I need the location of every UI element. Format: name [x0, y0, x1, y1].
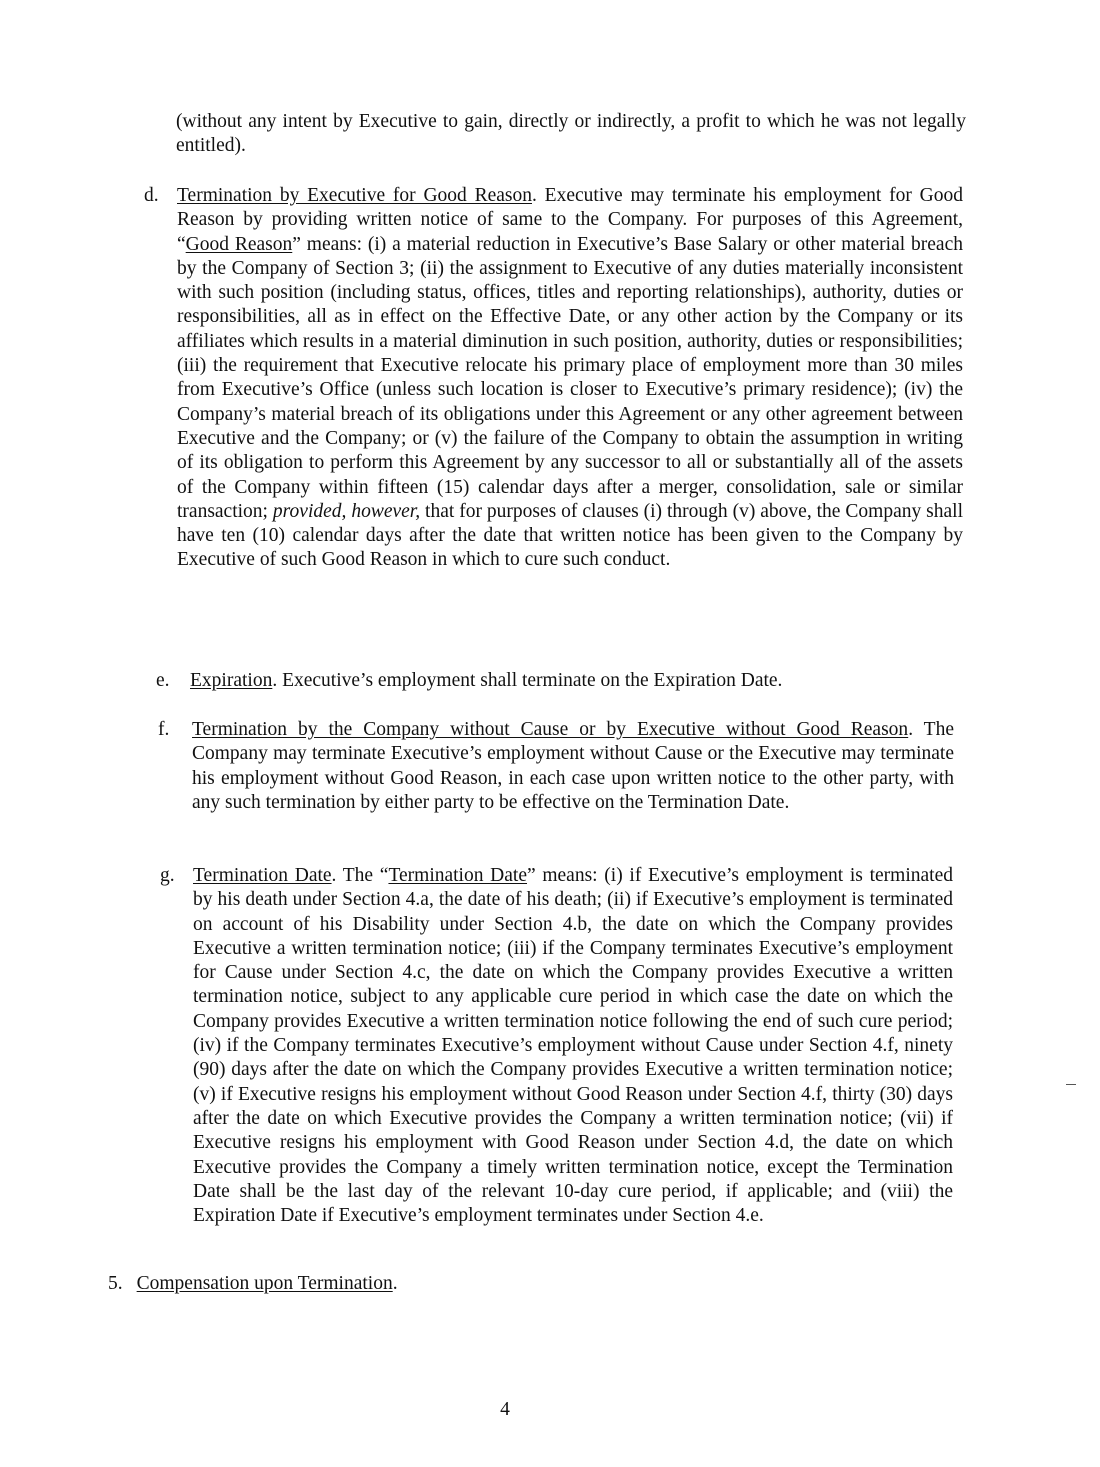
item-g-text-1: . The “ — [331, 865, 389, 886]
item-g-text-2: ” means: (i) if Executive’s employment is terminated by his death under Section 4.a, the date of his death; (ii) if Executive’s employment is terminated on account of his Disability under Section 4.b, the date on which the Company provides Executive a written termination notice; (iii) if the Company terminates Executive’s employment for Cause under Section 4.c, the date on which the Company provides Executive a written termination notice, subject to any applicable cure period in which case the date on which the Company provides Executive a written termination notice following the end of such cure period; (iv) if the Company terminates Executive’s employment without Cause under Section 4.f, ninety (90) days after the date on which the Company provides Executive a written termination notice; (v) if Executive resigns his employment without Good Reason under Section 4.f, thirty (30) days after the date on which Executive provides the Company a written termination notice; (vii) if Executive resigns his employment with Good Reason under Section 4.d, the date on which Executive provides the Company a timely written termination notice, except the Termination Date shall be the last day of the relevant 10-day cure period, if applicable; and (viii) the Expiration Date if Executive’s employment terminates under Section 4.e. — [193, 865, 953, 1227]
termination-date-term: Termination Date — [388, 865, 527, 886]
page-number: 4 — [500, 1399, 510, 1420]
item-g-paragraph — [193, 864, 953, 1228]
item-g-heading: Termination Date — [193, 865, 332, 886]
item-d-text-3: that for purposes of clauses (i) through (v) above, the Company shall have ten (10) calendar days after the date that written notice has been given to the Company by Executive of such Good Reason in which to cure such conduct. — [177, 500, 964, 571]
item-e-label: e. — [156, 670, 170, 691]
item-f-text: . The Company may terminate Executive’s employment without Cause or the Executive may terminate his employment without Good Reason, in each case upon written notice to the other party, with any such termination by either party to be effective on the Termination Date. — [192, 719, 955, 813]
item-d-text-2: ” means: (i) a material reduction in Executive’s Base Salary or other material breach by the Company of Section 3; (ii) the assignment to Executive of any duties materially inconsistent with such position (including status, offices, titles and reporting relationships), authority, duties or responsibilities, all as in effect on the Effective Date, or any other action by the Company or its affiliates which results in a material diminution in such position, authority, duties or responsibilities; (iii) the requirement that Executive relocate his primary place of employment more than 30 miles from Executive’s Office (unless such location is closer to Executive’s primary residence); (iv) the Company’s material breach of its obligations under this Agreement or any other agreement between Executive and the Company; or (v) the failure of the Company to obtain the assumption in writing of its obligation to perform this Agreement by any successor to all or substantially all of the assets of the Company within fifteen (15) calendar days after a merger, consolidation, sale or similar transaction; — [177, 233, 963, 522]
margin-mark — [1066, 1084, 1076, 1085]
section-5-heading — [108, 1272, 708, 1296]
item-f-paragraph — [192, 718, 954, 815]
item-e-paragraph — [190, 669, 950, 693]
item-d-paragraph — [177, 184, 963, 573]
item-d-heading: Termination by Executive for Good Reason — [177, 185, 532, 206]
item-d-text-1: . Executive may terminate his employment for Good Reason by providing written notice of same to the Company. For purposes of this Agreement, “ — [177, 185, 963, 255]
section-5-period: . — [392, 1273, 398, 1294]
section-5-title: Compensation upon Termination — [136, 1273, 393, 1294]
item-f-heading: Termination by the Company without Cause or by Executive without Good Reason — [192, 719, 909, 740]
item-f-label: f. — [158, 719, 170, 740]
good-reason-term: Good Reason — [185, 233, 293, 255]
proviso-emphasis: provided, however, — [272, 500, 421, 522]
item-e-text: . Executive’s employment shall terminate on the Expiration Date. — [272, 670, 783, 691]
item-g-label: g. — [160, 865, 175, 886]
continuation-paragraph: (without any intent by Executive to gain, directly or indirectly, a profit to which he was not legally entitled). — [176, 111, 966, 157]
item-e-heading: Expiration — [190, 670, 273, 691]
item-d-label: d. — [144, 185, 159, 206]
section-5-label: 5. — [108, 1273, 123, 1294]
